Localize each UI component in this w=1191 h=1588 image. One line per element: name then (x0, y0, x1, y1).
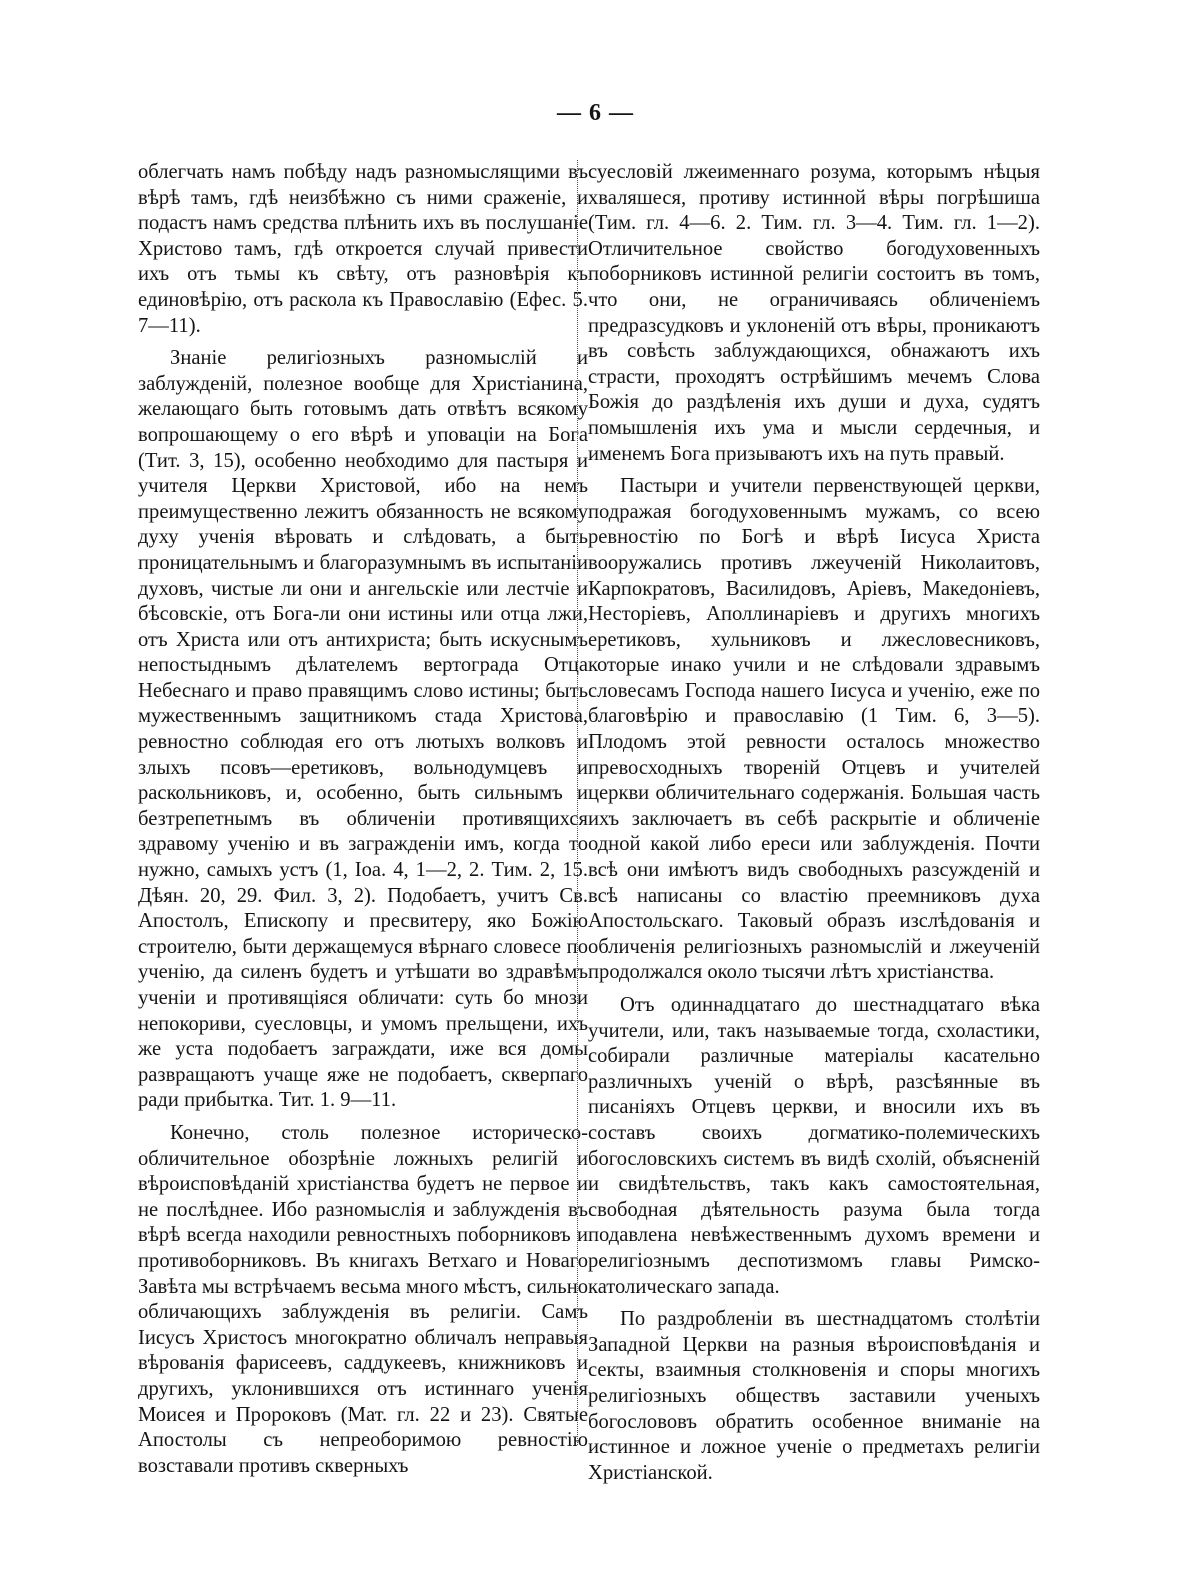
right-paragraph-2: Пастыри и учители первенствующей церкви, подражая богодуховеннымъ мужамъ, со всею ревностію по Богѣ и вѣрѣ Іисуса Христа вооружались противъ лжеученій Николаитовъ, Карпократовъ, Василидовъ, Аріевъ, Македоніевъ, Несторіевъ, Аполлинаріевъ и другихъ многихъ еретиковъ, хульниковъ и лжесловесниковъ, которые инако учили и не слѣдовали здравымъ словесамъ Господа нашего Іисуса и ученію, еже по благовѣрію и православію (1 Тим. 6, 3—5). Плодомъ этой ревности осталось множество превосходныхъ твореній Отцевъ и учителей церкви обличительнаго содержанія. Большая часть ихъ заключаетъ въ себѣ раскрытіе и обличеніе одной какой либо ереси или заблужденія. Почти всѣ они имѣютъ видъ свободныхъ разсужденій и всѣ написаны со властію преемниковъ духа Апостольскаго. Таковый образъ изслѣдованія и обличенія религіозныхъ разномыслій и лжеученій продолжался около тысячи лѣтъ христіанства. (588, 475, 1040, 984)
right-paragraph-3: Отъ одиннадцатаго до шестнадцатаго вѣка учители, или, такъ называемые тогда, схоластики, собирали различные матеріалы касательно различныхъ ученій о вѣрѣ, разсѣянные въ писаніяхъ Отцевъ церкви, и вносили ихъ въ составъ своихъ догматико-полемическихъ богословскихъ системъ въ видѣ схолій, объясненій и свидѣтельствъ, такъ какъ самостоятельная, свободная дѣятельность разума была тогда подавлена невѣжественнымъ духомъ времени и религіознымъ деспотизмомъ главы Римско-католическаго запада. (588, 994, 1040, 1298)
left-paragraph-1: облегчать намъ побѣду надъ разномыслящими въ вѣрѣ тамъ, гдѣ неизбѣжно съ ними сраженіе, и подастъ намъ средства плѣнить ихъ въ послушаніе Христово тамъ, гдѣ откроется случай привести ихъ отъ тьмы къ свѣту, отъ разновѣрія къ единовѣрію, отъ раскола къ Православію (Ефес. 5. 7—11). (138, 161, 588, 337)
left-paragraph-3: Конечно, столь полезное историческо-обличительное обозрѣніе ложныхъ религій и вѣроисповѣданій христіанства будетъ не первое и не послѣднее. Ибо разномыслія и заблужденія въ вѣрѣ всегда находили ревностныхъ поборниковъ и противоборниковъ. Въ книгахъ Ветхаго и Новаго Завѣта мы встрѣчаемъ весьма много мѣстъ, сильно обличающихъ заблужденія въ религіи. Самъ Іисусъ Христосъ многократно обличалъ неправыя вѣрованія фарисеевъ, саддукеевъ, книжниковъ и другихъ, уклонившихся отъ истиннаго ученія Моисея и Пророковъ (Мат. гл. 22 и 23). Святые Апостолы съ непреоборимою ревностію возставали противъ скверныхъ (138, 1121, 589, 1477)
left-paragraph-2: Знаніе религіозныхъ разномыслій и заблужденій, полезное вообще для Христіанина, желающаго быть готовымъ дать отвѣтъ всякому вопрошающему о его вѣрѣ и уповаціи на Бога (Тит. 3, 15), особенно необходимо для пастыря и учителя Церкви Христовой, ибо на немъ преимущественно лежитъ обязанность не всякому духу ученія вѣровать и слѣдовать, а быть проницательнымъ и благоразумнымъ въ испытаніи духовъ, чистые ли они и ангельскіе или лестчіе и бѣсовскіе, отъ Бога-ли они истины или отца лжи, отъ Христа или отъ антихриста; быть искуснымъ непостыднымъ дѣлателемъ вертограда Отца Небеснаго и право правящимъ слово истины; быть мужественнымъ защитникомъ стада Христова, ревностно соблюдая его отъ лютыхъ волковъ и злыхъ псовъ—еретиковъ, вольнодумцевъ и раскольниковъ, и, особенно, быть сильнымъ и безтрепетнымъ въ обличеніи противящихся здравому ученію и въ загражденіи имъ, когда то нужно, самыхъ устъ (1, Іоа. 4, 1—2, 2. Тим. 2, 15. Дѣян. 20, 29. Фил. 3, 2). Подобаетъ, учитъ Св. Апостолъ, Епископу и пресвитеру, яко Божію строителю, быти держащемуся вѣрнаго словесе по ученію, да силенъ будетъ и утѣшати во здравѣмъ ученіи и противящіяся обличати: суть бо мнози непокориви, суесловцы, и умомъ прельщени, ихъ же уста подобаетъ заграждати, иже вся домы развращаютъ учаще яже не подобаетъ, скверпаго ради прибытка. Тит. 1. 9—11. (138, 347, 588, 1112)
column-divider (577, 160, 578, 1445)
page-number: — 6 — (557, 100, 634, 126)
right-paragraph-1: суесловій лжеименнаго розума, которымъ нѣцыя хваляшеся, противу истинной вѣры погрѣшиша (Тим. гл. 4—6. 2. Тим. гл. 3—4. Тим. гл. 1—2). Отличительное свойство богодуховенныхъ поборниковъ истинной религіи состоитъ въ томъ, что они, не ограничиваясь обличеніемъ предразсудковъ и уклоненій отъ вѣры, проникаютъ въ совѣсть заблуждающихся, обнажаютъ ихъ страсти, проходятъ острѣйшимъ мечемъ Слова Божія до раздѣленія ихъ души и духа, судятъ помышленія ихъ ума и мысли сердечныя, и именемъ Бога призываютъ ихъ на путь правый. (588, 161, 1040, 465)
right-paragraph-4: По раздробленіи въ шестнадцатомъ столѣтіи Западной Церкви на разныя вѣроисповѣданія и секты, взаимныя столкновенія и споры многихъ религіозныхъ обществъ заставили ученыхъ богослововъ обратить особенное вниманіе на истинное и ложное ученіе о предметахъ религіи Христіанской. (588, 1308, 1040, 1484)
right-column (588, 160, 1040, 1486)
left-column (138, 160, 588, 1479)
